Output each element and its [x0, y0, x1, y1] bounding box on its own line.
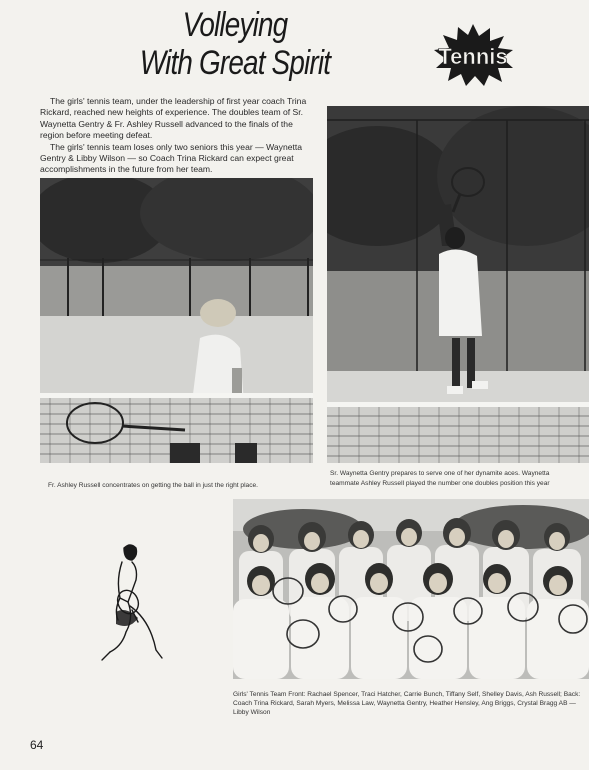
intro-paragraph-2: The girls' tennis team loses only two seniors this year — Waynetta Gentry & Libby Wilson — so Coach Trina Rickard can expect great accomplishments in the future from her team. — [40, 141, 303, 175]
caption-right-photo-line-2: teammate Ashley Russell played the number one doubles position this year — [330, 480, 550, 487]
photo-ashley-russell — [40, 178, 313, 463]
caption-team-photo: Girls' Tennis Team Front: Rachael Spencer, Traci Hatcher, Carrie Bunch, Tiffany Self, Shelley Davis, Ash Russell; Back: Coach Trina Rickard, Sarah Myers, Melissa Law, Waynetta Gentry, Heather Hensley, Ang Briggs, Crystal Bragg AB — Libby Wilson — [233, 691, 581, 716]
intro-paragraph-1: The girls' tennis team, under the leadership of first year coach Trina Rickard, reached new heights of experience. The doubles team of Sr. Waynetta Gentry & Fr. Ashley Russell advanced to the finals of the region before meeting defeat. — [40, 96, 307, 141]
caption-left-photo: Fr. Ashley Russell concentrates on getting the ball in just the right place. — [48, 482, 259, 489]
starburst-icon — [418, 22, 528, 88]
tennis-player-sketch — [96, 540, 176, 670]
photo-waynetta-gentry — [327, 106, 589, 463]
page-title — [124, 6, 345, 82]
badge-text: Tennis — [438, 44, 508, 69]
tennis-badge — [418, 22, 528, 88]
title-line-1: Volleying — [182, 6, 288, 44]
caption-right-photo-line-1: Sr. Waynetta Gentry prepares to serve one of her dynamite aces. Waynetta — [330, 470, 550, 477]
title-line-2: With Great Spirit — [139, 44, 331, 82]
page-number: 64 — [30, 738, 44, 752]
intro-text — [40, 96, 316, 176]
photo-tennis-team — [233, 499, 589, 679]
